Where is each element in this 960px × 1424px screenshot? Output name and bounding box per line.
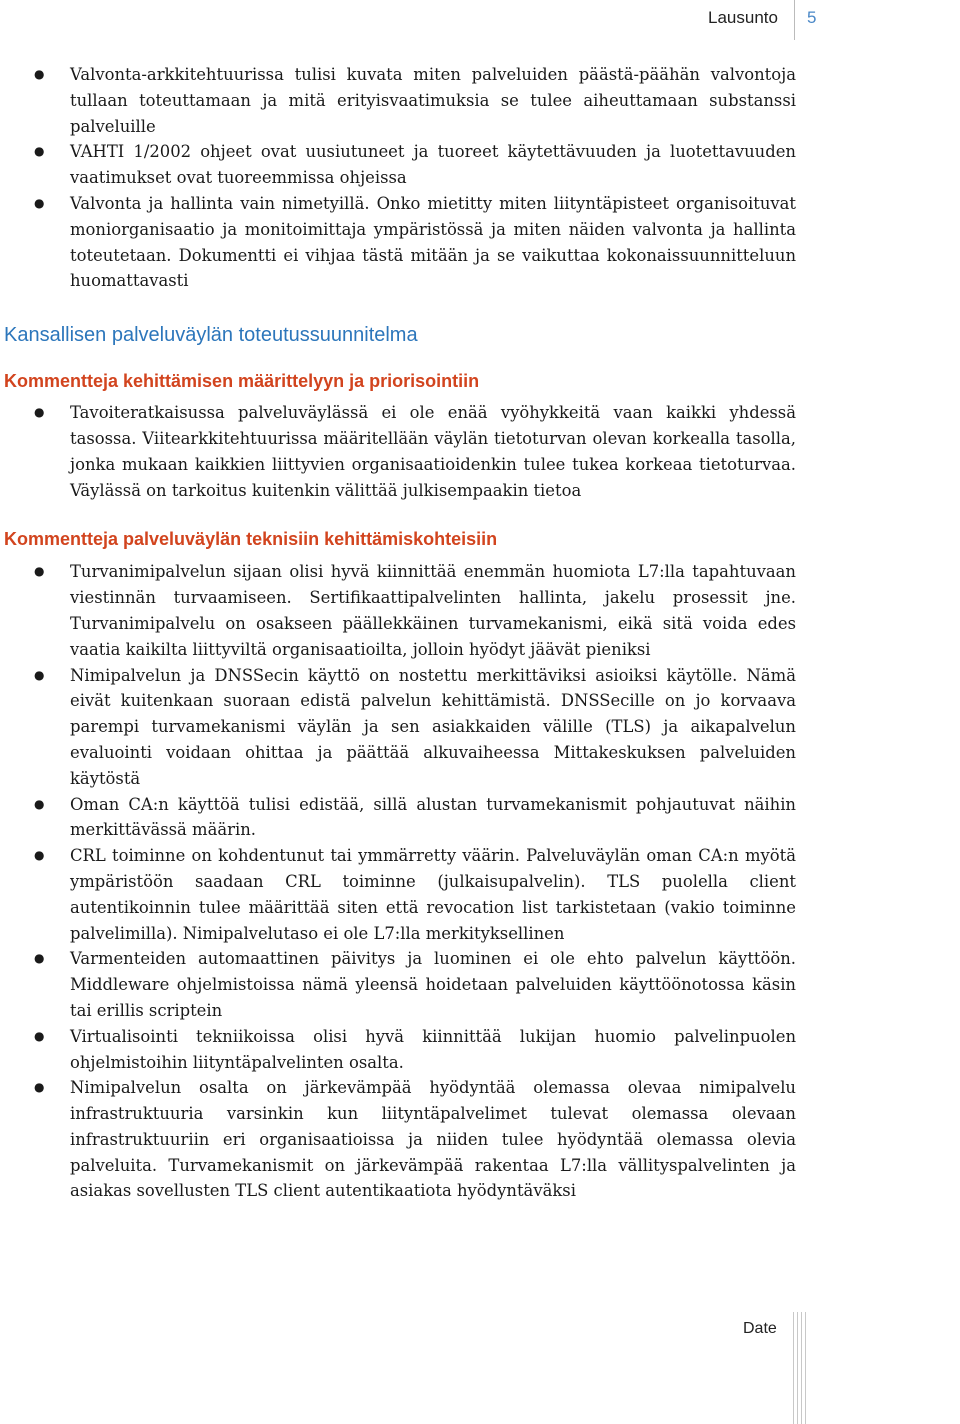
section-heading-prioritization: Kommentteja kehittämisen määrittelyyn ja priorisointiin <box>4 371 480 392</box>
list-item: ● Tavoiteratkaisussa palveluväylässä ei ole enää vyöhykkeitä vaan kaikki yhdessä tasossa. Viitearkkitehtuurissa määritellään väylän tietoturvan olevan korkealla tasolla, jonka mukaan kaikkien liittyvien organisaatioidenkin tulee tukea korkeaa tietoturvaa. Väylässä on tarkoitus kuitenkin välittää julkisempaakin tietoa <box>0 400 960 503</box>
bullet-icon: ● <box>34 564 45 579</box>
section1-list <box>0 62 960 294</box>
section3-list <box>0 559 960 1204</box>
bullet-icon: ● <box>34 67 45 81</box>
header-divider <box>794 0 795 40</box>
document-body <box>0 62 960 1204</box>
bullet-icon: ● <box>34 1080 45 1095</box>
list-item: ● Virtualisointi tekniikoissa olisi hyvä kiinnittää lukijan huomio palvelinpuolen ohjelmistoihin liityntäpalvelinten osalta. <box>0 1024 960 1076</box>
list-item: ● Valvonta ja hallinta vain nimetyillä. Onko mietitty miten liityntäpisteet organisoituvat moniorganisaatio ja monitoimittaja ympäristössä ja miten näiden valvonta ja hallinta toteutetaan. Dokumentti ei vihjaa tästä mitään ja se vaikuttaa kokonaissuunnitteluun huomattavasti <box>0 191 960 294</box>
list-item: ● CRL toiminne on kohdentunut tai ymmärretty väärin. Palveluväylän oman CA:n myötä ympäristöön saadaan CRL toiminne (julkaisupalvelin). TLS puolella client autentikoinnin tulee määrittää siten että revocation list tarkistetaan (vakio toiminne palvelimilla). Nimipalvelutaso ei ole L7:lla merkityksellinen <box>0 843 960 946</box>
footer-line <box>805 1312 806 1424</box>
section2-list <box>0 400 960 503</box>
bullet-icon: ● <box>34 195 45 210</box>
bullet-icon: ● <box>34 667 45 682</box>
bullet-icon: ● <box>34 951 45 966</box>
bullet-icon: ● <box>34 405 45 420</box>
page-header <box>0 0 960 40</box>
list-item: ● Oman CA:n käyttöä tulisi edistää, sillä alustan turvamekanismit pohjautuvat näihin merkittävässä määrin. <box>0 792 960 844</box>
list-item: ● Nimipalvelun osalta on järkevämpää hyödyntää olemassa olevaa nimipalvelu infrastruktuuria varsinkin kun liityntäpalvelimet tulevat olemassa olevaan infrastruktuuriin eri organisaatioissa ja niiden tulee hyödyntää olemassa olevia palveluita. Turvamekanismit on järkevämpää rakentaa L7:lla vällityspalvelinten ja asiakas sovellusten TLS client autentikaatiota hyödyntäväksi <box>0 1075 960 1204</box>
list-item: ● Varmenteiden automaattinen päivitys ja luominen ei ole ehto palvelun käyttöön. Middleware ohjelmistoissa nämä yleensä hoidetaan palveluiden käyttöönotossa käsin tai erillis scriptein <box>0 946 960 1023</box>
bullet-icon: ● <box>34 848 45 863</box>
list-item: ● Valvonta-arkkitehtuurissa tulisi kuvata miten palveluiden päästä-päähän valvontoja tullaan toteuttamaan ja mitä erityisvaatimuksia se tulee aiheuttamaan substanssi palveluille <box>0 62 960 139</box>
list-item: ● Nimipalvelun ja DNSSecin käyttö on nostettu merkittäviksi asioiksi käytölle. Nämä eivät kuitenkaan suoraan edistä palvelun kehittämistä. DNSSecille on jo korvaava parempi turvamekanismi väylän ja sen asiakkaiden välille (TLS) ja aikapalvelun evaluointi voidaan ohittaa ja päättää alkuvaiheessa Mittakeskuksen palveluiden käytöstä <box>0 663 960 792</box>
footer-date-label: Date <box>743 1320 777 1337</box>
page-footer <box>0 1300 960 1424</box>
footer-line <box>793 1312 794 1424</box>
section-heading-plan: Kansallisen palveluväylän toteutussuunnitelma <box>4 324 418 347</box>
footer-line <box>801 1312 802 1424</box>
footer-line <box>797 1312 798 1424</box>
document-title: Lausunto <box>708 8 778 27</box>
list-item: ● Turvanimipalvelun sijaan olisi hyvä kiinnittää enemmän huomiota L7:lla tapahtuvaan viestinnän turvaamiseen. Sertifikaattipalvelinten hallinta, jakelu prosessit jne. Turvanimipalvelu on osakseen päällekkäinen turvamekanismi, eikä sitä voida edes vaatia kaikilta liittyviltä organisaatioilta, jolloin hyödyt jäävät pieniksi <box>0 559 960 662</box>
bullet-icon: ● <box>34 796 45 811</box>
bullet-icon: ● <box>34 1028 45 1043</box>
section-heading-technical: Kommentteja palveluväylän teknisiin kehittämiskohteisiin <box>4 529 498 550</box>
page-number: 5 <box>807 8 817 27</box>
bullet-icon: ● <box>34 144 45 159</box>
list-item: ● VAHTI 1/2002 ohjeet ovat uusiutuneet ja tuoreet käytettävuuden ja luotettavuuden vaatimukset ovat tuoreemmissa ohjeissa <box>0 139 960 191</box>
